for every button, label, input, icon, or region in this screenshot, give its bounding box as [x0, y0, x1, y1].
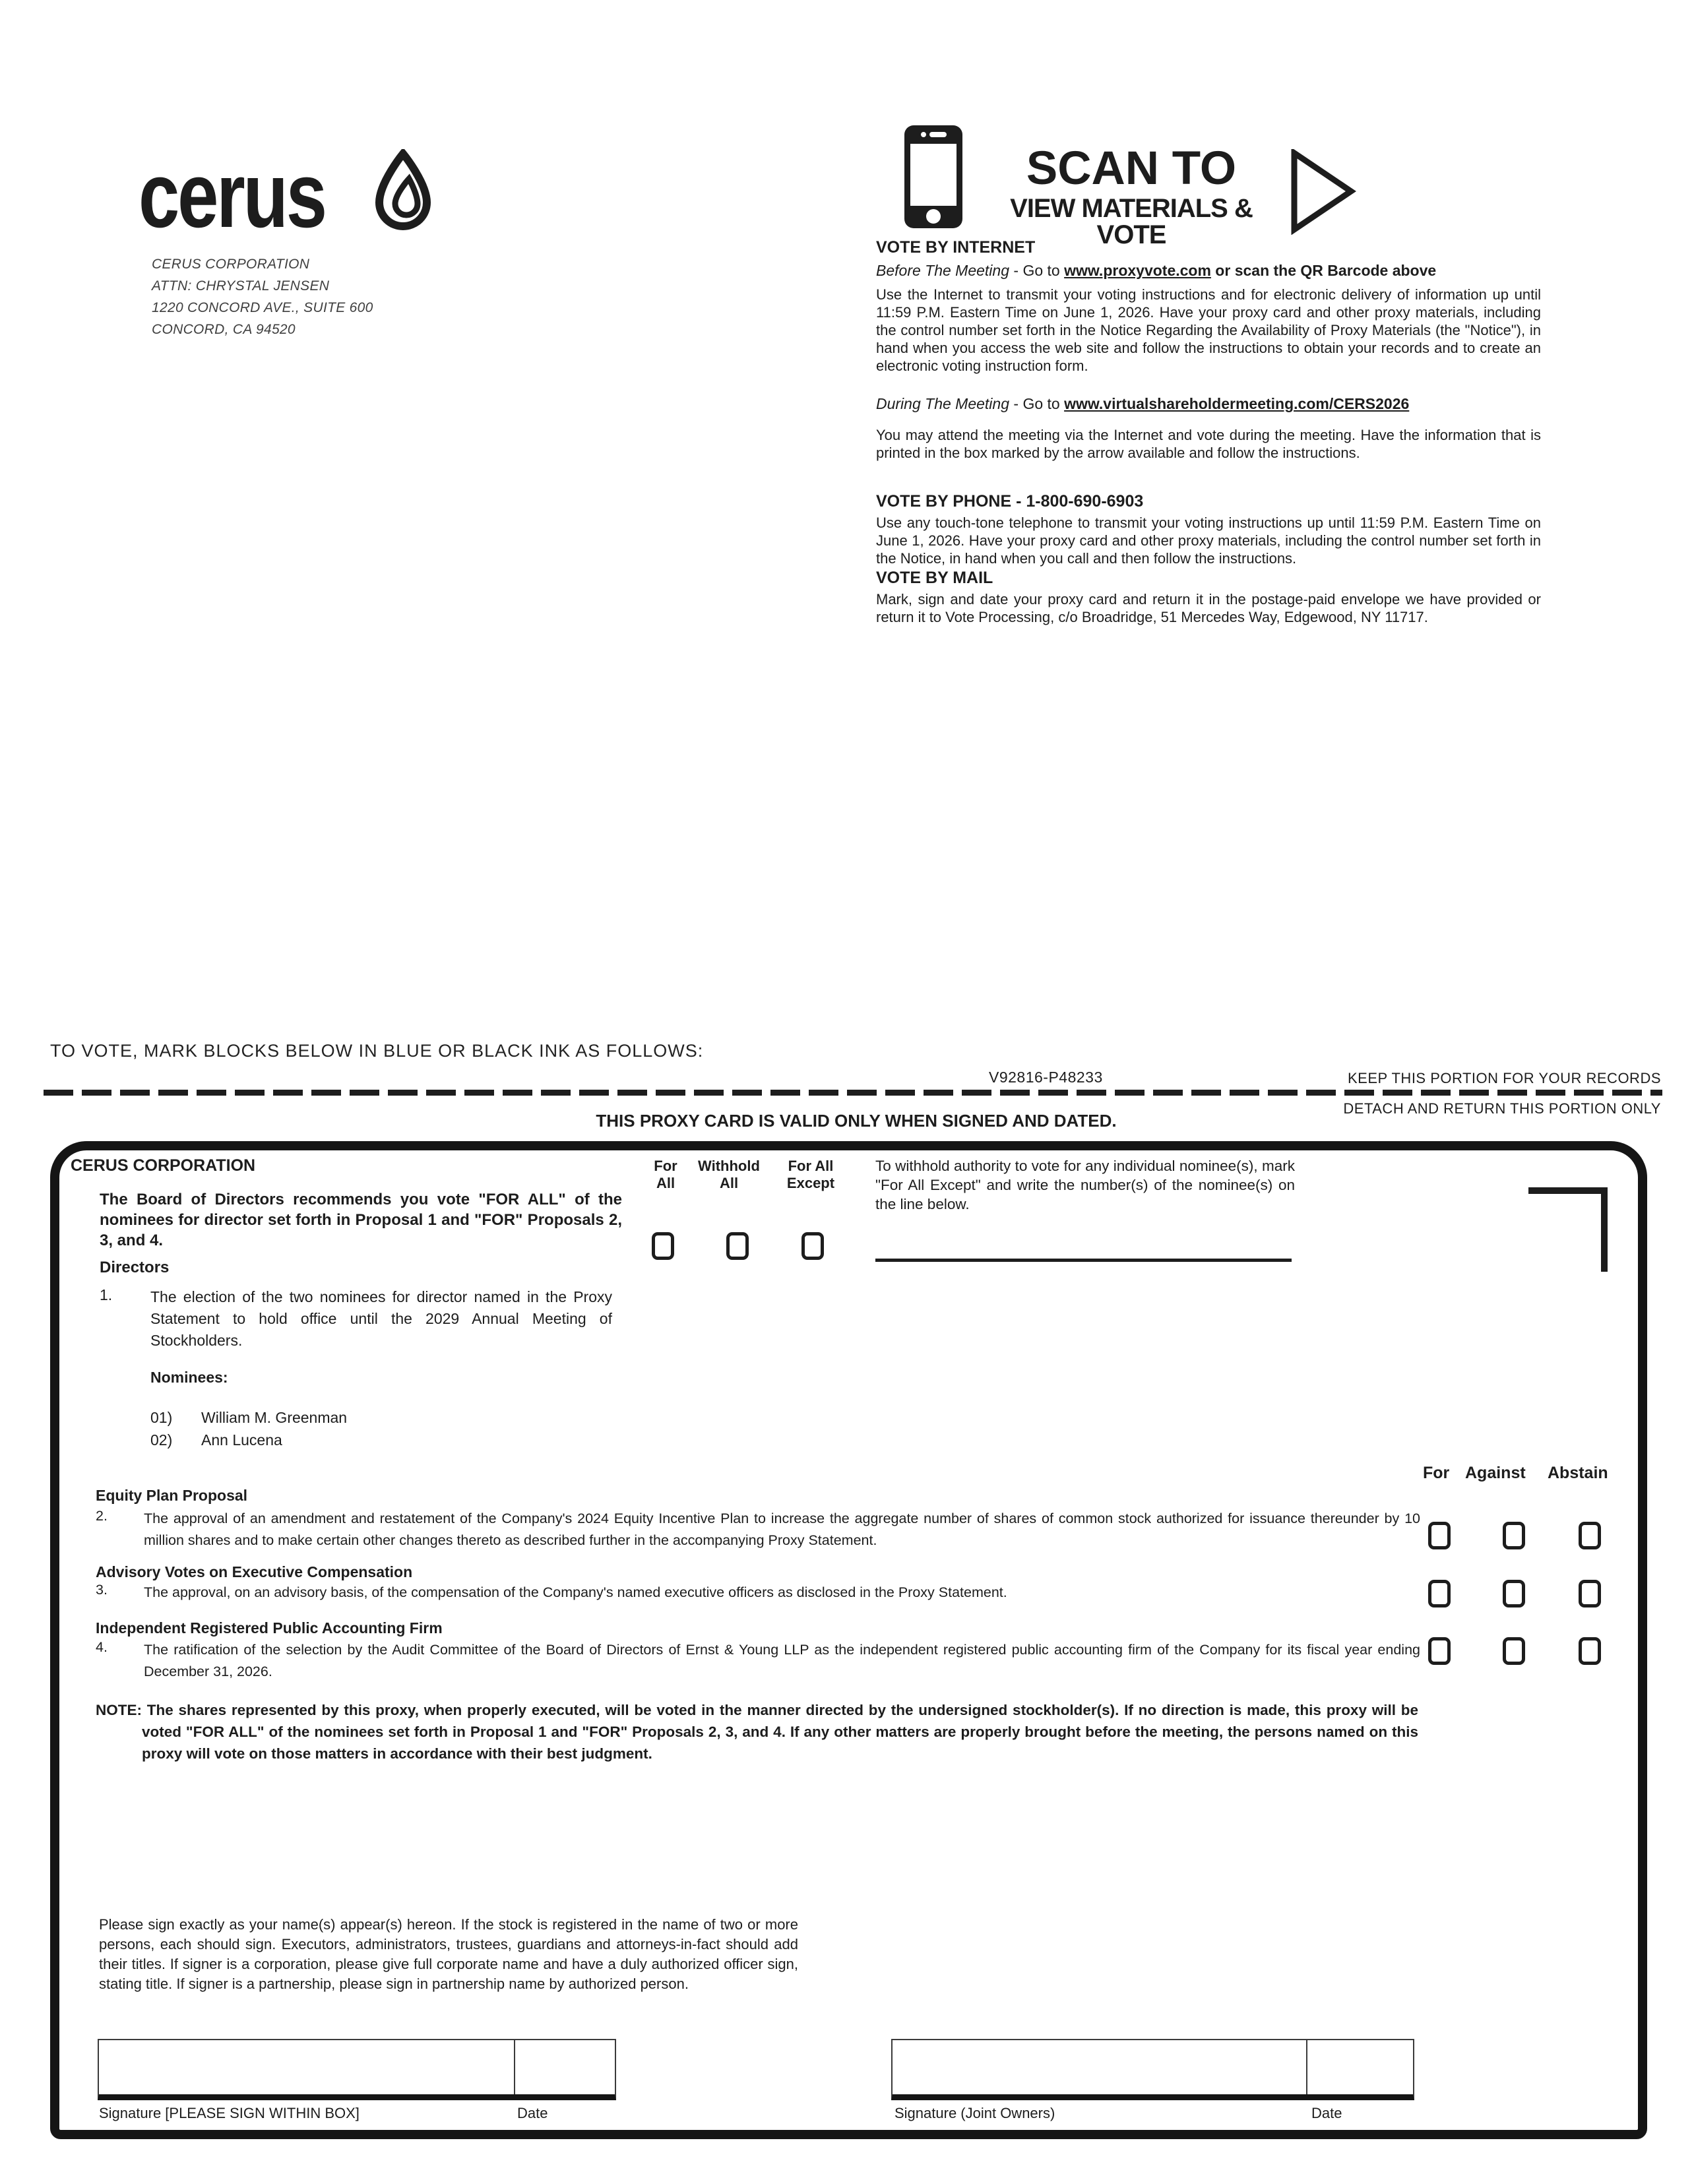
corner-registration-mark — [1528, 1187, 1608, 1194]
column-header-withhold-all — [686, 1158, 772, 1192]
virtual-meeting-link[interactable]: www.virtualshareholdermeeting.com/CERS2026 — [1064, 395, 1410, 412]
signature-joint-label: Signature (Joint Owners) — [894, 2105, 1055, 2121]
during-the-meeting-label: During The Meeting — [876, 395, 1009, 412]
proposal4-against-checkbox[interactable] — [1503, 1637, 1525, 1665]
proposal1-text: The election of the two nominees for director named in the Proxy Statement to hold office until the 2029 Annual Meeting of Stockholders. — [150, 1288, 612, 1349]
cerus-logo-text: cerus — [139, 143, 325, 247]
internet-instructions-paragraph: Use the Internet to transmit your voting instructions and for electronic delivery of information up until 11:59 P.M. Eastern Time on June 1, 2026. Have your proxy card and other proxy materials, including the control number set forth in the Notice Regarding the Availability of Proxy Materials (the "Notice"), in hand when you access the web site and follow the instructions to obtain your records and to create an electronic voting instruction form. — [876, 286, 1541, 374]
attend-meeting-paragraph: You may attend the meeting via the Internet and vote during the meeting. Have the information that is printed in the box marked by the arrow available and follow the instructions. — [876, 427, 1541, 461]
control-number: V92816-P48233 — [989, 1069, 1103, 1086]
proposal1-for-all-except-checkbox[interactable] — [801, 1232, 824, 1260]
proposal4-for-checkbox[interactable] — [1428, 1637, 1451, 1665]
column-header-line: All — [656, 1175, 675, 1191]
column-header-for: For — [1423, 1464, 1450, 1482]
column-header-for-all — [638, 1158, 693, 1192]
address-line: CERUS CORPORATION — [152, 257, 310, 272]
column-header-line: Except — [786, 1175, 835, 1191]
nominee-name: William M. Greenman — [201, 1409, 348, 1426]
scan-to-subtitle: VIEW MATERIALS & VOTE — [1010, 194, 1253, 249]
nominee-number: 02) — [150, 1431, 173, 1449]
proposal2-text: The approval of an amendment and restatement of the Company's 2024 Equity Incentive Plan to increase the aggregate number of shares of common stock authorized for issuance thereunder by 10 million shares and to make certain other changes thereto as described further in the accompanying Proxy Statement. — [144, 1511, 1420, 1548]
nominee-name: Ann Lucena — [201, 1431, 282, 1449]
address-line: CONCORD, CA 94520 — [152, 322, 296, 337]
note-text: The shares represented by this proxy, when properly executed, will be voted in the manner directed by the undersigned stockholder(s). If no direction is made, this proxy will be voted "FOR ALL" of the nominees set forth in Proposal 1 and "FOR" Proposals 2, 3, and 4. If any other matters are properly brought before the meeting, the persons named on this proxy will vote on those matters in accordance with their best judgment. — [142, 1702, 1418, 1762]
note-label: NOTE: — [96, 1702, 142, 1718]
date-label: Date — [1311, 2105, 1342, 2121]
during-the-meeting-line — [876, 395, 1541, 413]
board-recommendation: The Board of Directors recommends you vote "FOR ALL" of the nominees for director set forth in Proposal 1 and "FOR" Proposals 2, 3, and 4. — [100, 1191, 622, 1249]
proposal4-abstain-checkbox[interactable] — [1579, 1637, 1601, 1665]
before-the-meeting-line — [876, 262, 1541, 280]
perforation-dashed-line — [44, 1090, 1662, 1096]
signature-instructions: Please sign exactly as your name(s) appear(s) hereon. If the stock is registered in the name of two or more persons, each should sign. Executors, administrators, trustees, guardians and attorneys-in-fact should add their titles. If signer is a corporation, please give full corporate name and have a duly authorized officer sign, stating title. If signer is a partnership, please sign in partnership name by authorized person. — [99, 1916, 798, 1992]
advisory-votes-heading: Advisory Votes on Executive Compensation — [96, 1563, 413, 1580]
column-header-line: Withhold — [698, 1158, 760, 1174]
mail-instructions-paragraph: Mark, sign and date your proxy card and return it in the postage-paid envelope we have provided or return it to Vote Processing, c/o Broadridge, 51 Mercedes Way, Edgewood, NY 11717. — [876, 591, 1541, 625]
equity-plan-heading: Equity Plan Proposal — [96, 1487, 248, 1504]
vote-by-internet-heading: VOTE BY INTERNET — [876, 238, 1036, 257]
proposal3-number: 3. — [96, 1582, 108, 1598]
column-header-abstain: Abstain — [1548, 1464, 1608, 1482]
signature-box-primary[interactable] — [98, 2039, 616, 2100]
proxyvote-link[interactable]: www.proxyvote.com — [1064, 262, 1211, 279]
column-header-line: All — [719, 1175, 739, 1191]
vote-by-phone-heading: VOTE BY PHONE - 1-800-690-6903 — [876, 492, 1144, 511]
proposal3-abstain-checkbox[interactable] — [1579, 1580, 1601, 1607]
signature-date-divider — [514, 2040, 515, 2094]
corner-registration-mark — [1601, 1187, 1608, 1272]
proposal3-text: The approval, on an advisory basis, of the compensation of the Company's named executive officers as disclosed in the Proxy Statement. — [144, 1584, 1007, 1600]
voting-note — [96, 1699, 1418, 1764]
nominees-label: Nominees: — [150, 1369, 228, 1386]
column-header-line: For All — [788, 1158, 834, 1174]
accounting-firm-heading: Independent Registered Public Accounting Firm — [96, 1619, 443, 1637]
column-header-against: Against — [1465, 1464, 1526, 1482]
valid-when-signed-note: THIS PROXY CARD IS VALID ONLY WHEN SIGNED AND DATED. — [596, 1111, 1117, 1131]
nominee-exception-write-in-line[interactable] — [875, 1259, 1292, 1262]
proposal2-number: 2. — [96, 1508, 108, 1524]
column-header-for-all-except — [769, 1158, 852, 1192]
proposal3-for-checkbox[interactable] — [1428, 1580, 1451, 1607]
signature-primary-label: Signature [PLEASE SIGN WITHIN BOX] — [99, 2105, 360, 2121]
vote-by-mail-heading: VOTE BY MAIL — [876, 569, 993, 587]
proposal1-number: 1. — [100, 1286, 113, 1303]
proposal2-for-checkbox[interactable] — [1428, 1522, 1451, 1549]
nominee-number: 01) — [150, 1409, 173, 1426]
marking-instruction: TO VOTE, MARK BLOCKS BELOW IN BLUE OR BLACK INK AS FOLLOWS: — [50, 1041, 704, 1061]
proposal1-withhold-all-checkbox[interactable] — [726, 1232, 749, 1260]
keep-portion-note: KEEP THIS PORTION FOR YOUR RECORDS — [1347, 1070, 1661, 1086]
address-line: ATTN: CHRYSTAL JENSEN — [152, 278, 330, 294]
before-the-meeting-label: Before The Meeting — [876, 262, 1010, 279]
signature-box-joint[interactable] — [891, 2039, 1414, 2100]
withhold-instructions: To withhold authority to vote for any individual nominee(s), mark "For All Except" and write the number(s) of the nominee(s) on the line below. — [875, 1158, 1295, 1212]
proposal4-text: The ratification of the selection by the Audit Committee of the Board of Directors of Ernst & Young LLP as the independent registered public accounting firm of the Company for its fiscal year ending December 31, 2026. — [144, 1642, 1420, 1679]
qr-barcode-text: or scan the QR Barcode above — [1210, 262, 1437, 279]
proposal1-for-all-checkbox[interactable] — [652, 1232, 674, 1260]
arrow-right-icon — [1290, 149, 1356, 238]
detach-return-note: DETACH AND RETURN THIS PORTION ONLY — [1343, 1100, 1661, 1117]
mailing-address — [152, 253, 373, 340]
company-name: CERUS CORPORATION — [71, 1156, 256, 1175]
date-label: Date — [517, 2105, 548, 2121]
proposal2-abstain-checkbox[interactable] — [1579, 1522, 1601, 1549]
proposal2-against-checkbox[interactable] — [1503, 1522, 1525, 1549]
signature-date-divider — [1306, 2040, 1307, 2094]
proposal4-number: 4. — [96, 1639, 108, 1655]
directors-heading: Directors — [100, 1259, 170, 1276]
address-line: 1220 CONCORD AVE., SUITE 600 — [152, 300, 373, 315]
scan-to-title: SCAN TO — [1026, 142, 1237, 195]
phone-instructions-paragraph: Use any touch-tone telephone to transmit your voting instructions up until 11:59 P.M. Eastern Time on June 1, 2026. Have your proxy card and other proxy materials, including the control number set forth in the Notice, in hand when you call and then follow the instructions. — [876, 515, 1541, 567]
column-header-line: For — [654, 1158, 677, 1174]
go-to-text: - Go to — [1009, 262, 1065, 279]
go-to-text: - Go to — [1009, 395, 1065, 412]
proposal3-against-checkbox[interactable] — [1503, 1580, 1525, 1607]
smartphone-icon — [902, 123, 965, 234]
cerus-droplet-icon — [373, 149, 431, 238]
